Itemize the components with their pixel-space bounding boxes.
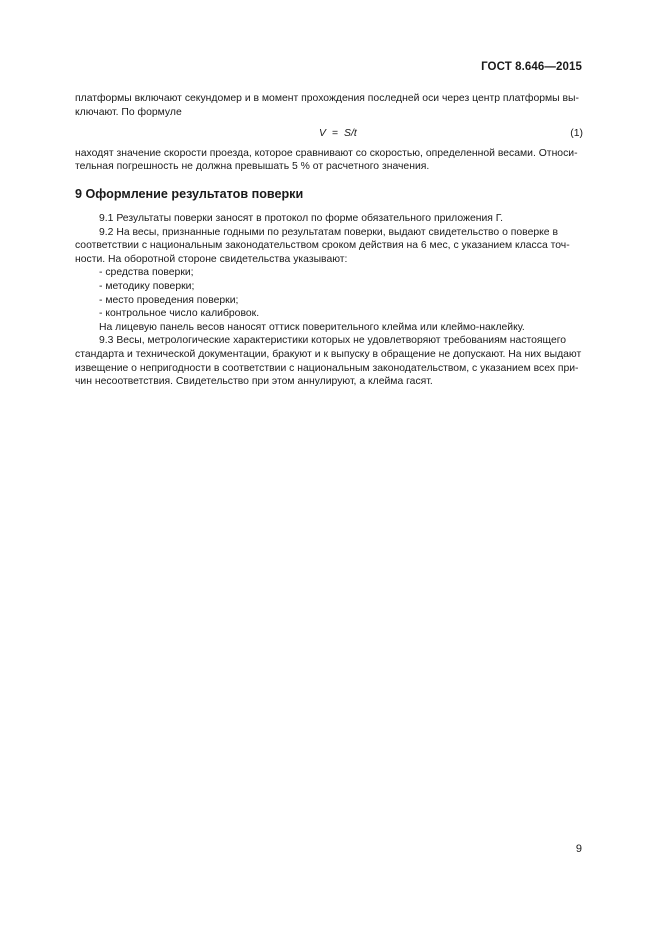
paragraph-9-3-line-4: чин несоответствия. Свидетельство при этом аннулируют, а клейма гасят.	[75, 376, 433, 388]
list-item: - место проведения поверки;	[99, 294, 239, 306]
after-formula-line-1: находят значение скорости проезда, которое сравнивают со скоростью, определенной весами. Относи-	[75, 147, 578, 159]
document-code: ГОСТ 8.646—2015	[481, 61, 582, 73]
formula	[319, 127, 357, 141]
intro-block	[75, 92, 583, 174]
paragraph-9-3-line-3: извещение о непригодности в соответствии с национальным законодательством, с указанием всех при-	[75, 362, 579, 374]
paragraph-9-2-line-2: соответствии с национальным законодательством сроком действия на 6 мес, с указанием класса точ-	[75, 240, 570, 252]
paragraph-stamp: На лицевую панель весов наносят оттиск поверительного клейма или клеймо-наклейку.	[99, 321, 525, 333]
list-item: - средства поверки;	[99, 267, 194, 279]
after-formula-line-2: тельная погрешность не должна превышать 5 % от расчетного значения.	[75, 161, 430, 173]
formula-lhs: V	[319, 128, 326, 140]
paragraph-9-3-line-1: 9.3 Весы, метрологические характеристики которых не удовлетворяют требованиям настоящего	[99, 335, 567, 347]
paragraph-9-2-line-1: 9.2 На весы, признанные годными по результатам поверки, выдают свидетельство о поверке в	[99, 226, 558, 238]
formula-rhs: S/t	[344, 128, 357, 140]
paragraph-9-1: 9.1 Результаты поверки заносят в протокол по форме обязательного приложения Г.	[99, 213, 504, 224]
intro-line-2: ключают. По формуле	[75, 106, 182, 118]
formula-row	[75, 127, 583, 141]
intro-line-1: платформы включают секундомер и в момент прохождения последней оси через центр платформы вы-	[75, 93, 579, 104]
paragraph-9-3-line-2: стандарта и технической документации, бракуют и к выпуску в обращение не допускают. На них выдают	[75, 348, 582, 360]
list-item: - методику поверки;	[99, 280, 195, 292]
section-heading: 9 Оформление результатов поверки	[75, 187, 304, 201]
section-body	[75, 212, 583, 389]
paragraph-9-2-line-3: ности. На оборотной стороне свидетельства указывают:	[75, 253, 348, 265]
formula-number: (1)	[570, 128, 583, 140]
formula-operator: =	[331, 128, 339, 140]
list-item: - контрольное число калибровок.	[99, 308, 260, 320]
page-number: 9	[575, 843, 582, 855]
